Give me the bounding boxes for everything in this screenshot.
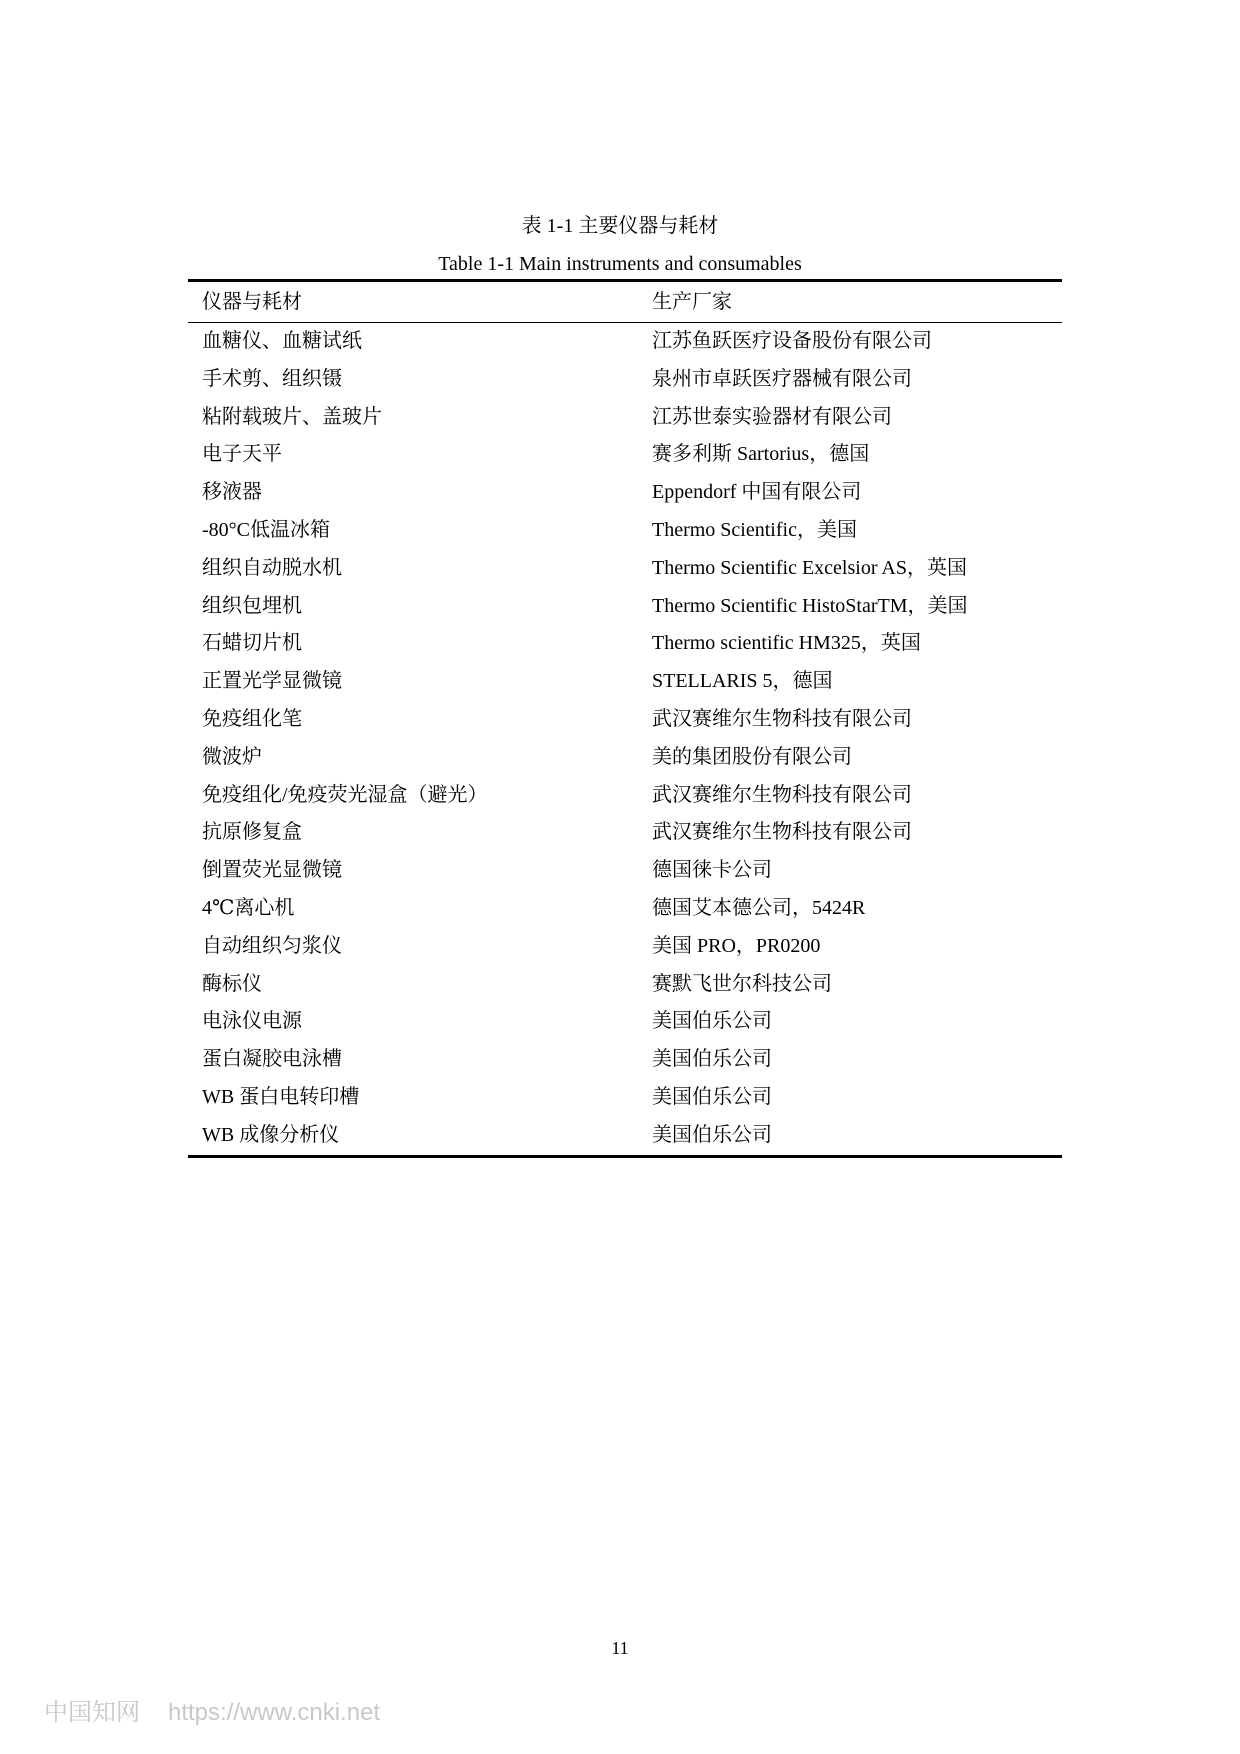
- manufacturer-cell: 赛多利斯 Sartorius，德国: [652, 443, 870, 466]
- instruments-table-container: [188, 279, 1062, 1158]
- table-row: [188, 361, 1062, 399]
- instrument-cell: 倒置荧光显微镜: [202, 859, 342, 882]
- table-row: [188, 399, 1062, 437]
- manufacturer-cell: Thermo Scientific Excelsior AS，英国: [652, 556, 967, 579]
- instrument-cell: 电子天平: [202, 443, 282, 466]
- table-row: [188, 474, 1062, 512]
- table-row: [188, 1117, 1062, 1156]
- instrument-cell: 自动组织匀浆仪: [202, 934, 342, 957]
- manufacturer-cell: 江苏鱼跃医疗设备股份有限公司: [652, 330, 932, 352]
- manufacturer-cell: 美国伯乐公司: [652, 1085, 772, 1108]
- table-row: [188, 966, 1062, 1004]
- instrument-cell: -80°C低温冰箱: [202, 518, 330, 541]
- table-row: [188, 701, 1062, 739]
- manufacturer-cell: 江苏世泰实验器材有限公司: [652, 405, 892, 428]
- table-row: [188, 777, 1062, 815]
- instrument-cell: 粘附载玻片、盖玻片: [202, 405, 382, 428]
- table-row: [188, 1003, 1062, 1041]
- instrument-cell: 蛋白凝胶电泳槽: [202, 1048, 342, 1071]
- manufacturer-cell: 美的集团股份有限公司: [652, 745, 852, 768]
- instrument-cell: 抗原修复盒: [202, 821, 302, 844]
- table-header-row: [188, 281, 1062, 323]
- manufacturer-cell: 泉州市卓跃医疗器械有限公司: [652, 367, 912, 390]
- manufacturer-cell: 美国 PRO，PR0200: [652, 934, 821, 957]
- manufacturer-cell: 武汉赛维尔生物科技有限公司: [652, 707, 912, 730]
- manufacturer-cell: Thermo scientific HM325，英国: [652, 632, 921, 655]
- page-number: 11: [611, 1638, 629, 1658]
- manufacturer-cell: 美国伯乐公司: [652, 1048, 772, 1071]
- manufacturer-cell: 武汉赛维尔生物科技有限公司: [652, 821, 912, 844]
- instrument-cell: 免疫组化笔: [202, 707, 302, 730]
- instrument-cell: WB 成像分析仪: [202, 1123, 340, 1146]
- manufacturer-cell: STELLARIS 5，德国: [652, 670, 833, 693]
- table-row: [188, 663, 1062, 701]
- instrument-cell: 4℃离心机: [202, 896, 295, 919]
- table-row: [188, 814, 1062, 852]
- manufacturer-cell: Thermo Scientific HistoStarTM，美国: [652, 594, 968, 617]
- instrument-cell: 组织包埋机: [202, 594, 302, 617]
- instrument-cell: 酶标仪: [202, 972, 262, 995]
- watermark-url: https://www.cnki.net: [168, 1699, 381, 1726]
- table-caption-cn: 表 1-1 主要仪器与耗材: [521, 215, 719, 237]
- manufacturer-cell: 美国伯乐公司: [652, 1010, 772, 1033]
- instrument-cell: WB 蛋白电转印槽: [202, 1085, 360, 1108]
- instrument-cell: 正置光学显微镜: [202, 670, 342, 693]
- table-row: [188, 512, 1062, 550]
- header-instrument: 仪器与耗材: [202, 291, 302, 313]
- table-row: [188, 928, 1062, 966]
- table-row: [188, 739, 1062, 777]
- watermark-brand: 中国知网: [44, 1699, 140, 1726]
- instrument-cell: 微波炉: [202, 745, 262, 768]
- table-row: [188, 852, 1062, 890]
- table-row: [188, 436, 1062, 474]
- instruments-table: [188, 279, 1062, 1158]
- header-manufacturer: 生产厂家: [652, 291, 732, 313]
- instrument-cell: 电泳仪电源: [202, 1010, 302, 1033]
- table-row: [188, 588, 1062, 626]
- manufacturer-cell: 美国伯乐公司: [652, 1123, 772, 1146]
- instrument-cell: 石蜡切片机: [202, 632, 302, 655]
- cnki-watermark: [44, 1698, 380, 1728]
- manufacturer-cell: 德国徕卡公司: [652, 859, 772, 882]
- instrument-cell: 移液器: [202, 481, 262, 504]
- manufacturer-cell: 赛默飞世尔科技公司: [652, 972, 832, 995]
- manufacturer-cell: 德国艾本德公司，5424R: [652, 896, 866, 919]
- table-row: [188, 890, 1062, 928]
- manufacturer-cell: Thermo Scientific，美国: [652, 518, 857, 541]
- instrument-cell: 血糖仪、血糖试纸: [202, 330, 362, 352]
- table-row: [188, 625, 1062, 663]
- table-row: [188, 1079, 1062, 1117]
- table-row: [188, 1041, 1062, 1079]
- manufacturer-cell: Eppendorf 中国有限公司: [652, 481, 862, 504]
- table-body: [188, 323, 1062, 1157]
- instrument-cell: 组织自动脱水机: [202, 556, 342, 579]
- table-row: [188, 550, 1062, 588]
- instrument-cell: 免疫组化/免疫荧光湿盒（避光）: [202, 783, 488, 806]
- table-caption-en: Table 1-1 Main instruments and consumables: [438, 253, 802, 275]
- instrument-cell: 手术剪、组织镊: [202, 367, 342, 390]
- manufacturer-cell: 武汉赛维尔生物科技有限公司: [652, 783, 912, 806]
- table-row: [188, 323, 1062, 361]
